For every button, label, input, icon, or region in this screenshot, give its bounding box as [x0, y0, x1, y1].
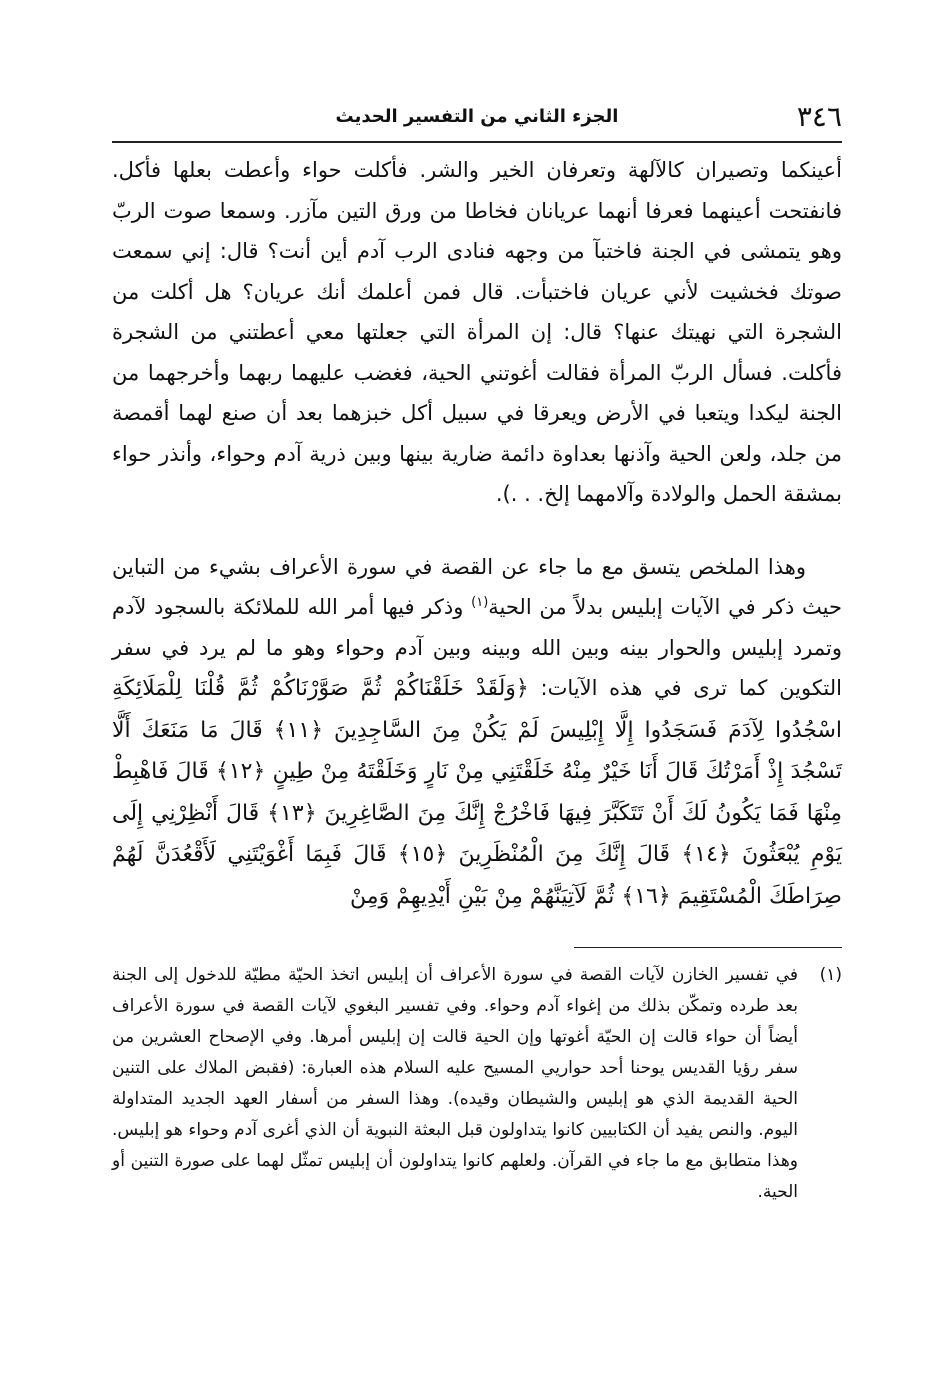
footnote-separator	[574, 947, 842, 948]
page-header	[112, 100, 842, 140]
paragraph-2-text-start: وهذا الملخص يتسق مع ما جاء عن القصة في سورة الأعراف بشيء من التباين حيث ذكر في الآيات إبليس بدلاً من الحية	[112, 554, 842, 619]
footnote-reference: (١)	[471, 595, 489, 610]
header-rule	[112, 141, 842, 143]
footnote-marker: (١)	[819, 965, 842, 985]
main-text	[112, 150, 842, 917]
paragraph-2-text-end: وذكر فيها أمر الله للملائكة بالسجود لآدم وتمرد إبليس والحوار بينه وبين الله وبينه وبين آدم وحواء وهو ما لم يرد في سفر التكوين كما ترى في هذه الآيات:	[112, 595, 842, 700]
quran-quote: ﴿وَلَقَدْ خَلَقْنَاكُمْ ثُمَّ صَوَّرْنَاكُمْ ثُمَّ قُلْنَا لِلْمَلَائِكَةِ اسْجُدُوا لِآدَمَ فَسَجَدُوا إِلَّا إِبْلِيسَ لَمْ يَكُنْ مِنَ السَّاجِدِينَ ﴿١١﴾ قَالَ مَا مَنَعَكَ أَلَّا تَسْجُدَ إِذْ أَمَرْتُكَ قَالَ أَنَا خَيْرٌ مِنْهُ خَلَقْتَنِي مِنْ نَارٍ وَخَلَقْتَهُ مِنْ طِينٍ ﴿١٢﴾ قَالَ فَاهْبِطْ مِنْهَا فَمَا يَكُونُ لَكَ أَنْ تَتَكَبَّرَ فِيهَا فَاخْرُجْ إِنَّكَ مِنَ الصَّاغِرِينَ ﴿١٣﴾ قَالَ أَنْظِرْنِي إِلَى يَوْمِ يُبْعَثُونَ ﴿١٤﴾ قَالَ إِنَّكَ مِنَ الْمُنْظَرِينَ ﴿١٥﴾ قَالَ فَبِمَا أَغْوَيْتَنِي لَأَقْعُدَنَّ لَهُمْ صِرَاطَكَ الْمُسْتَقِيمَ ﴿١٦﴾ ثُمَّ لَآتِيَنَّهُمْ مِنْ بَيْنِ أَيْدِيهِمْ وَمِنْ	[112, 676, 843, 909]
footnote-text: في تفسير الخازن لآيات القصة في سورة الأعراف أن إبليس اتخذ الحيّة مطيّة للدخول إلى الجنة بعد طرده وتمكّن بذلك من إغواء آدم وحواء. وفي تفسير البغوي لآيات القصة في سورة الأعراف أيضاً أن حواء قالت إن الحيّة أغوتها وإن الحية قالت إن إبليس أمرها. وفي الإصحاح العشرين من سفر رؤيا القديس يوحنا أحد حواريي المسيح عليه السلام هذه العبارة: (فقبض الملاك على التنين الحية القديمة الذي هو إبليس والشيطان وقيده). وهذا السفر من أسفار العهد الجديد المتداولة اليوم. والنص يفيد أن الكتابيين كانوا يتداولون قبل البعثة النبوية أن الذي أغرى آدم وحواء هو إبليس. وهذا متطابق مع ما جاء في القرآن. ولعلهم كانوا يتداولون أن إبليس تمثّل لهما على صورة التنين أو الحية.	[112, 965, 798, 1202]
running-title: الجزء الثاني من التفسير الحديث	[335, 106, 619, 127]
footnote	[112, 960, 842, 1208]
paragraph-1: أعينكما وتصيران كالآلهة وتعرفان الخير والشر. فأكلت حواء وأعطت بعلها فأكل. فانفتحت أعينهما فعرفا أنهما عريانان فخاطا من ورق التين مآزر. وسمعا صوت الربّ وهو يتمشى في الجنة فاختبآ من وجهه فنادى الرب آدم أين أنت؟ قال: إني سمعت صوتك فخشيت لأني عريان فاختبأت. قال فمن أعلمك أنك عريان؟ هل أكلت من الشجرة التي نهيتك عنها؟ قال: إن المرأة التي جعلتها معي أعطتني من الشجرة فأكلت. فسأل الربّ المرأة فقالت أغوتني الحية، فغضب عليهما ربهما وأخرجهما من الجنة ليكدا ويتعبا في الأرض ويعرقا في سبيل أكل خبزهما بعد أن صنع لهما أقمصة من جلد، ولعن الحية وآذنها بعداوة دائمة ضارية بينها وبين ذرية آدم وحواء، وأنذر حواء بمشقة الحمل والولادة وآلامهما إلخ. . .).	[112, 158, 842, 506]
paragraph-2	[112, 547, 842, 918]
page-number: ٣٤٦	[796, 100, 842, 133]
